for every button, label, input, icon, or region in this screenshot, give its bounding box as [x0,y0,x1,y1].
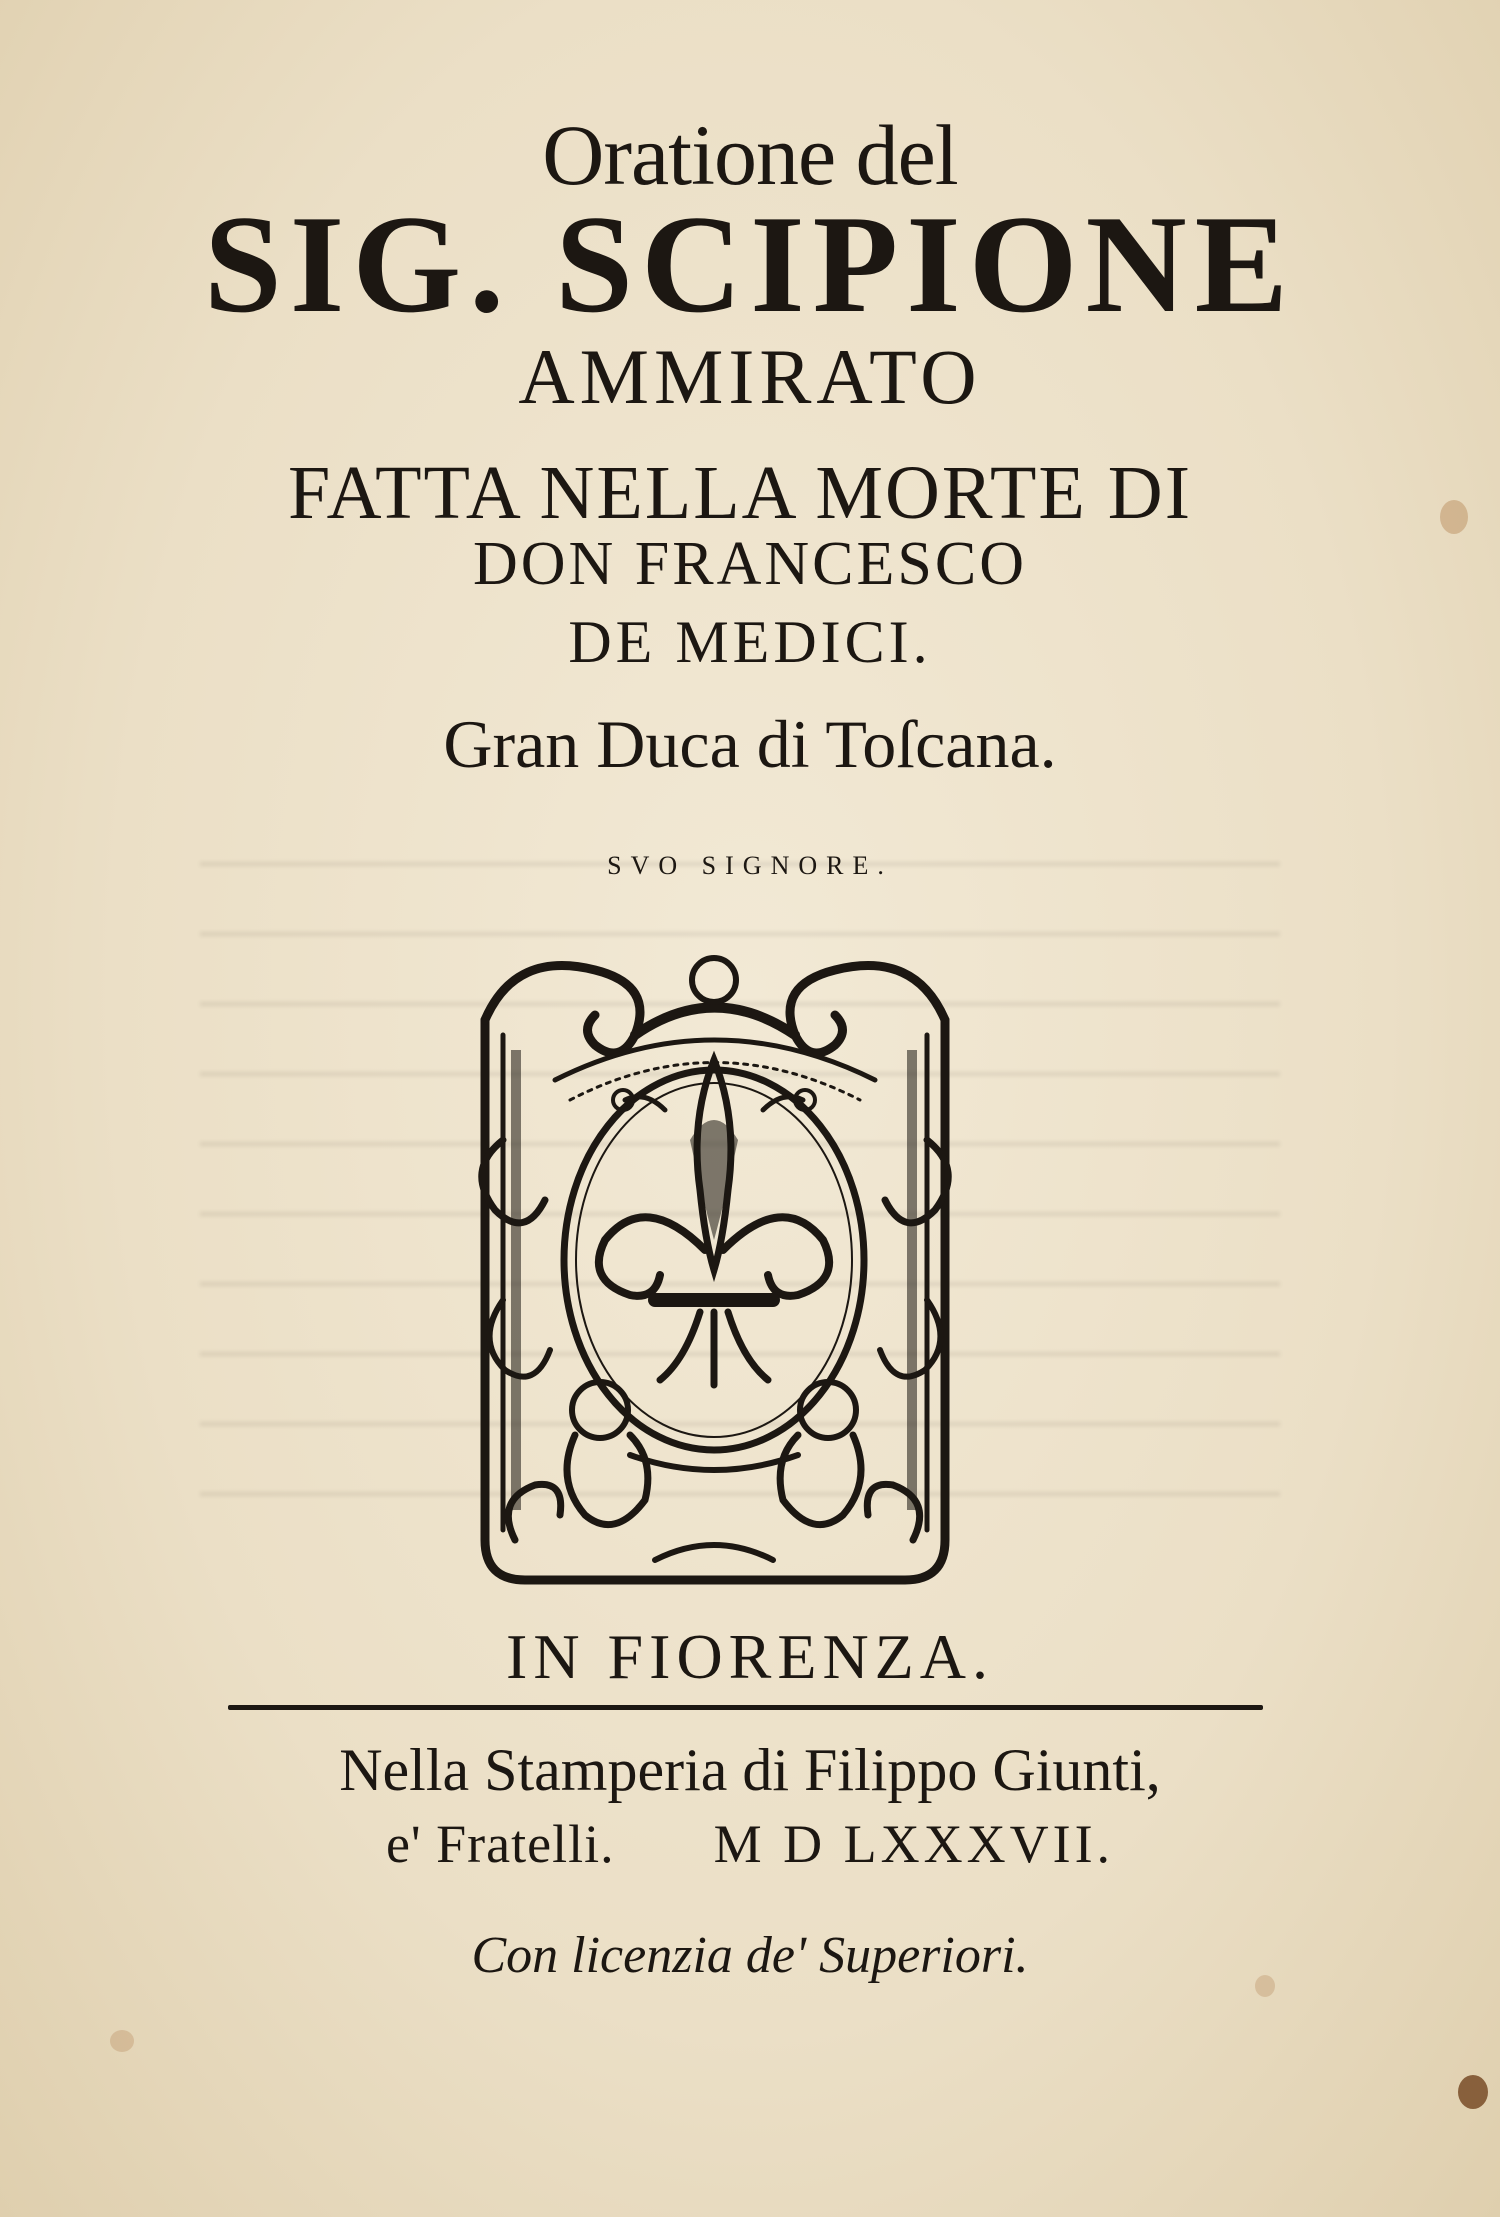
imprint-place: IN FIORENZA. [506,1621,994,1692]
dedication: SVO SIGNORE. [607,851,893,880]
imprint-fratelli: e' Fratelli. [385,1814,615,1874]
title-line-oratione: Oratione del [542,107,958,203]
title-line-occasion: FATTA NELLA MORTE DI [287,451,1193,535]
imprint-license: Con licenzia de' Superiori. [471,1927,1029,1984]
imprint-year: M D LXXXVII. [713,1814,1115,1874]
imprint-printer-continued [0,1814,1500,1874]
title-line-subject: DON FRANCESCO [472,530,1028,598]
title-line-author-surname: AMMIRATO [518,333,982,420]
foxing-spot [110,2030,134,2052]
title-line-family: DE MEDICI. [568,609,932,675]
fleur-de-lis-woodcut-emblem [455,940,973,1600]
title-line-author-first: SIG. SCIPIONE [203,187,1297,342]
foxing-spot [1458,2075,1488,2109]
imprint-printer: Nella Stamperia di Filippo Giunti, [339,1737,1161,1803]
divider-rule [228,1705,1263,1710]
subtitle: Gran Duca di Toſcana. [443,706,1057,782]
